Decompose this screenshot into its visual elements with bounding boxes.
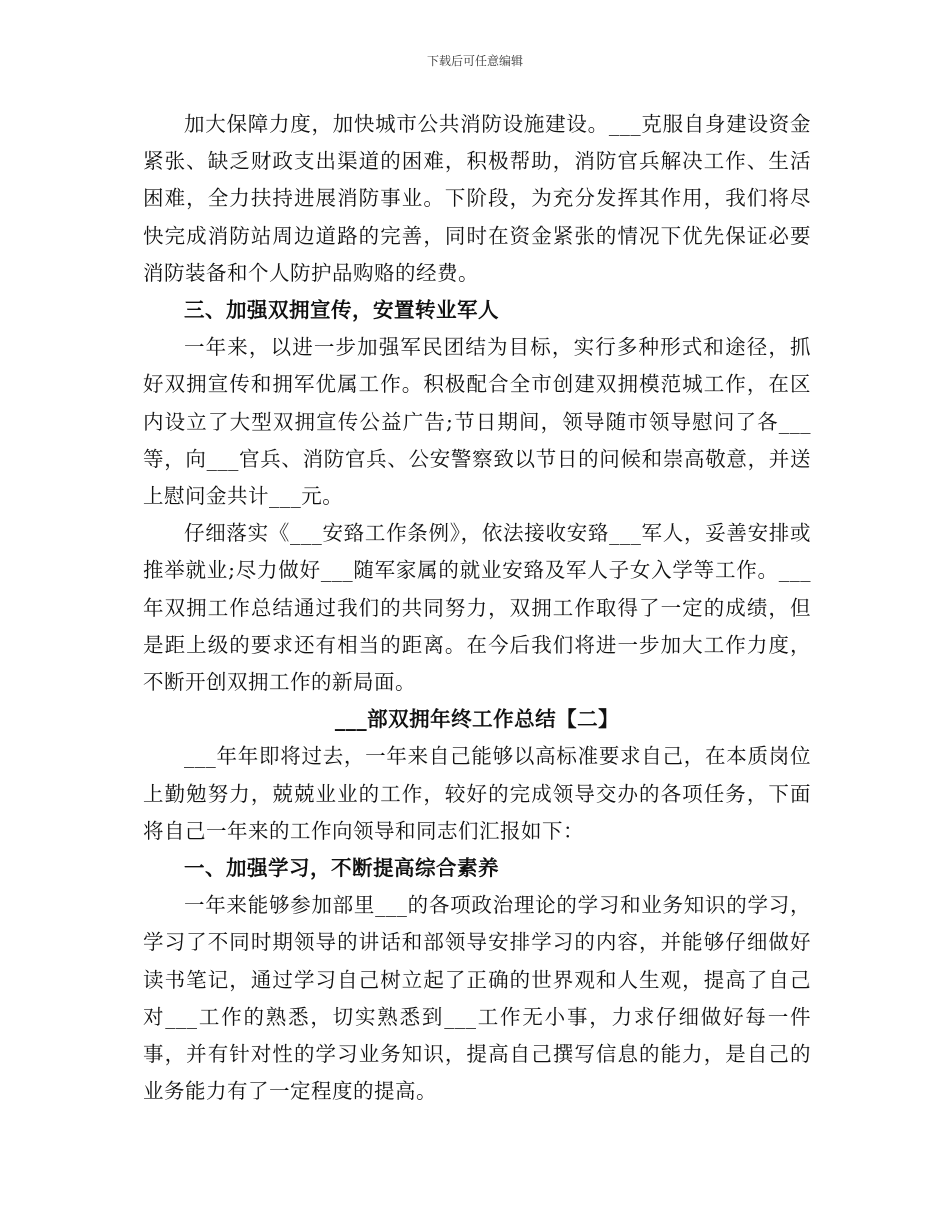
section-heading: 一、加强学习，不断提高综合素养: [184, 856, 499, 881]
document-body: [143, 106, 811, 1110]
paragraph: 仔细落实《___安臵工作条例》，依法接收安臵___军人，妥善安排或推举就业;尽力做好___随军家属的就业安臵及军人子女入学等工作。___年双拥工作总结通过我们的共同努力，双拥工作取得了一定的成绩，但是距上级的要求还有相当的距离。在今后我们将进一步加大工作力度，不断开创双拥工作的新局面。: [143, 521, 811, 695]
paragraph: 加大保障力度，加快城市公共消防设施建设。___克服自身建设资金紧张、缺乏财政支出渠道的困难，积极帮助，消防官兵解决工作、生活困难，全力扶持进展消防事业。下阶段，为充分发挥其作用，我们将尽快完成消防站周边道路的完善，同时在资金紧张的情况下优先保证必要消防装备和个人防护品购赂的经费。: [143, 112, 811, 285]
document-title: ___部双拥年终工作总结【二】: [334, 707, 620, 732]
paragraph: ___年年即将过去，一年来自己能够以高标准要求自己，在本质岗位上勤勉努力，兢兢业业的工作，较好的完成领导交办的各项任务，下面将自己一年来的工作向领导和同志们汇报如下：: [143, 744, 811, 843]
paragraph: 一年来，以进一步加强军民团结为目标，实行多种形式和途径，抓好双拥宣传和拥军优属工作。积极配合全市创建双拥模范城工作，在区内设立了大型双拥宣传公益广告;节日期间，领导随市领导慰问了各___等，向___官兵、消防官兵、公安警察致以节日的问候和崇高敬意，并送上慰问金共计___元。: [143, 335, 811, 509]
section-heading: 三、加强双拥宣传，安置转业军人: [184, 298, 499, 323]
paragraph: 一年来能够参加部里___的各项政治理论的学习和业务知识的学习，学习了不同时期领导的讲话和部领导安排学习的内容，并能够仔细做好读书笔记，通过学习自己树立起了正确的世界观和人生观，提高了自己对___工作的熟悉，切实熟悉到___工作无小事，力求仔细做好每一件事，并有针对性的学习业务知识，提高自己撰写信息的能力，是自己的业务能力有了一定程度的提高。: [143, 893, 811, 1104]
page-header: 下载后可任意编辑: [426, 54, 523, 68]
